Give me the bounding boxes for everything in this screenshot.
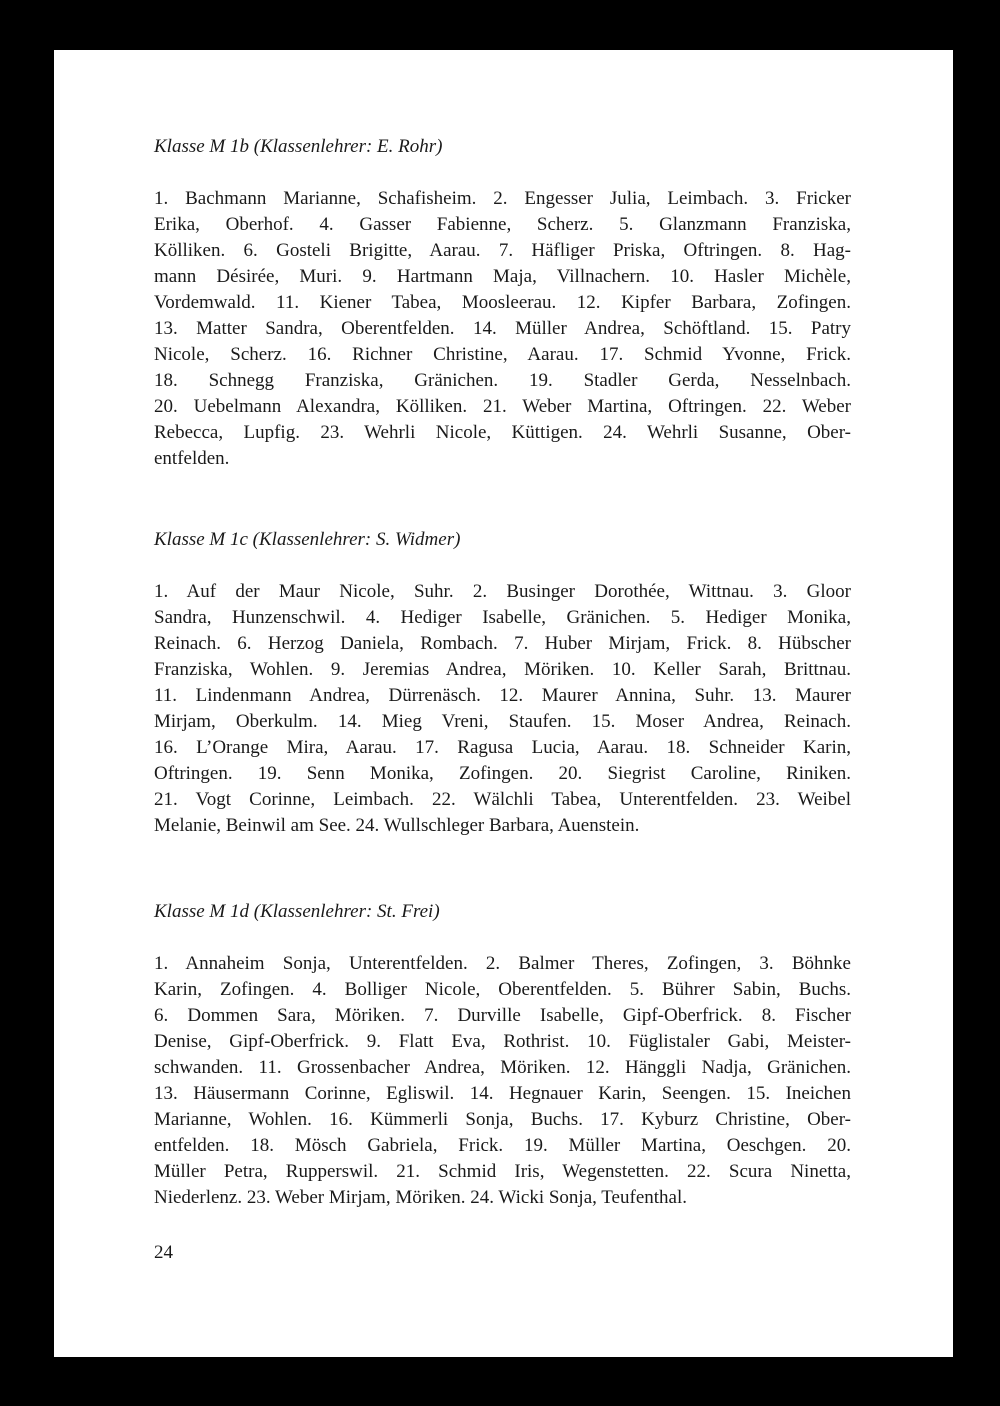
text-line: Erika, Oberhof. 4. Gasser Fabienne, Scherz. 5. Glanzmann Franziska, [154, 214, 851, 235]
section-heading: Klasse M 1b (Klassenlehrer: E. Rohr) [154, 136, 443, 157]
text-line: 20. Uebelmann Alexandra, Kölliken. 21. Weber Martina, Oftringen. 22. Weber [154, 396, 851, 417]
text-line: 1. Auf der Maur Nicole, Suhr. 2. Businger Dorothée, Wittnau. 3. Gloor [154, 581, 851, 602]
document-page [54, 50, 953, 1357]
text-line: Franziska, Wohlen. 9. Jeremias Andrea, Möriken. 10. Keller Sarah, Brittnau. [154, 659, 851, 680]
text-line: 1. Annaheim Sonja, Unterentfelden. 2. Balmer Theres, Zofingen, 3. Böhnke [154, 953, 851, 974]
section-heading: Klasse M 1d (Klassenlehrer: St. Frei) [154, 901, 440, 922]
student-list [154, 186, 851, 472]
text-line: Mirjam, Oberkulm. 14. Mieg Vreni, Staufen. 15. Moser Andrea, Reinach. [154, 711, 851, 732]
student-list [154, 951, 851, 1211]
text-line: Marianne, Wohlen. 16. Kümmerli Sonja, Buchs. 17. Kyburz Christine, Ober- [154, 1109, 851, 1130]
text-line: Nicole, Scherz. 16. Richner Christine, Aarau. 17. Schmid Yvonne, Frick. [154, 344, 851, 365]
class-section-m1d [154, 900, 851, 1211]
text-line: Rebecca, Lupfig. 23. Wehrli Nicole, Küttigen. 24. Wehrli Susanne, Ober- [154, 422, 851, 443]
text-line: 13. Häusermann Corinne, Egliswil. 14. Hegnauer Karin, Seengen. 15. Ineichen [154, 1083, 851, 1104]
text-line: 1. Bachmann Marianne, Schafisheim. 2. Engesser Julia, Leimbach. 3. Fricker [154, 188, 851, 209]
class-section-m1b [154, 135, 851, 472]
text-line: 18. Schnegg Franziska, Gränichen. 19. Stadler Gerda, Nesselnbach. [154, 370, 851, 391]
text-line: Melanie, Beinwil am See. 24. Wullschleger Barbara, Auenstein. [154, 815, 640, 836]
class-section-m1c [154, 528, 851, 839]
text-line: Denise, Gipf-Oberfrick. 9. Flatt Eva, Rothrist. 10. Füglistaler Gabi, Meister- [154, 1031, 851, 1052]
text-line: entfelden. [154, 448, 230, 469]
text-line: 11. Lindenmann Andrea, Dürrenäsch. 12. Maurer Annina, Suhr. 13. Maurer [154, 685, 851, 706]
text-line: Reinach. 6. Herzog Daniela, Rombach. 7. Huber Mirjam, Frick. 8. Hübscher [154, 633, 851, 654]
text-line: 21. Vogt Corinne, Leimbach. 22. Wälchli Tabea, Unterentfelden. 23. Weibel [154, 789, 851, 810]
text-line: 13. Matter Sandra, Oberentfelden. 14. Müller Andrea, Schöftland. 15. Patry [154, 318, 851, 339]
text-line: Sandra, Hunzenschwil. 4. Hediger Isabelle, Gränichen. 5. Hediger Monika, [154, 607, 851, 628]
text-line: Oftringen. 19. Senn Monika, Zofingen. 20. Siegrist Caroline, Riniken. [154, 763, 851, 784]
text-line: 16. L’Orange Mira, Aarau. 17. Ragusa Lucia, Aarau. 18. Schneider Karin, [154, 737, 851, 758]
text-line: Kölliken. 6. Gosteli Brigitte, Aarau. 7. Häfliger Priska, Oftringen. 8. Hag- [154, 240, 851, 261]
student-list [154, 579, 851, 839]
text-line: Niederlenz. 23. Weber Mirjam, Möriken. 24. Wicki Sonja, Teufenthal. [154, 1187, 687, 1208]
text-line: Vordemwald. 11. Kiener Tabea, Moosleerau. 12. Kipfer Barbara, Zofingen. [154, 292, 851, 313]
text-line: Karin, Zofingen. 4. Bolliger Nicole, Oberentfelden. 5. Bührer Sabin, Buchs. [154, 979, 851, 1000]
text-line: mann Désirée, Muri. 9. Hartmann Maja, Villnachern. 10. Hasler Michèle, [154, 266, 851, 287]
page-number: 24 [154, 1242, 173, 1263]
text-line: Müller Petra, Rupperswil. 21. Schmid Iris, Wegenstetten. 22. Scura Ninetta, [154, 1161, 851, 1182]
section-heading: Klasse M 1c (Klassenlehrer: S. Widmer) [154, 529, 461, 550]
text-line: entfelden. 18. Mösch Gabriela, Frick. 19. Müller Martina, Oeschgen. 20. [154, 1135, 851, 1156]
text-line: schwanden. 11. Grossenbacher Andrea, Möriken. 12. Hänggli Nadja, Gränichen. [154, 1057, 851, 1078]
text-line: 6. Dommen Sara, Möriken. 7. Durville Isabelle, Gipf-Oberfrick. 8. Fischer [154, 1005, 851, 1026]
